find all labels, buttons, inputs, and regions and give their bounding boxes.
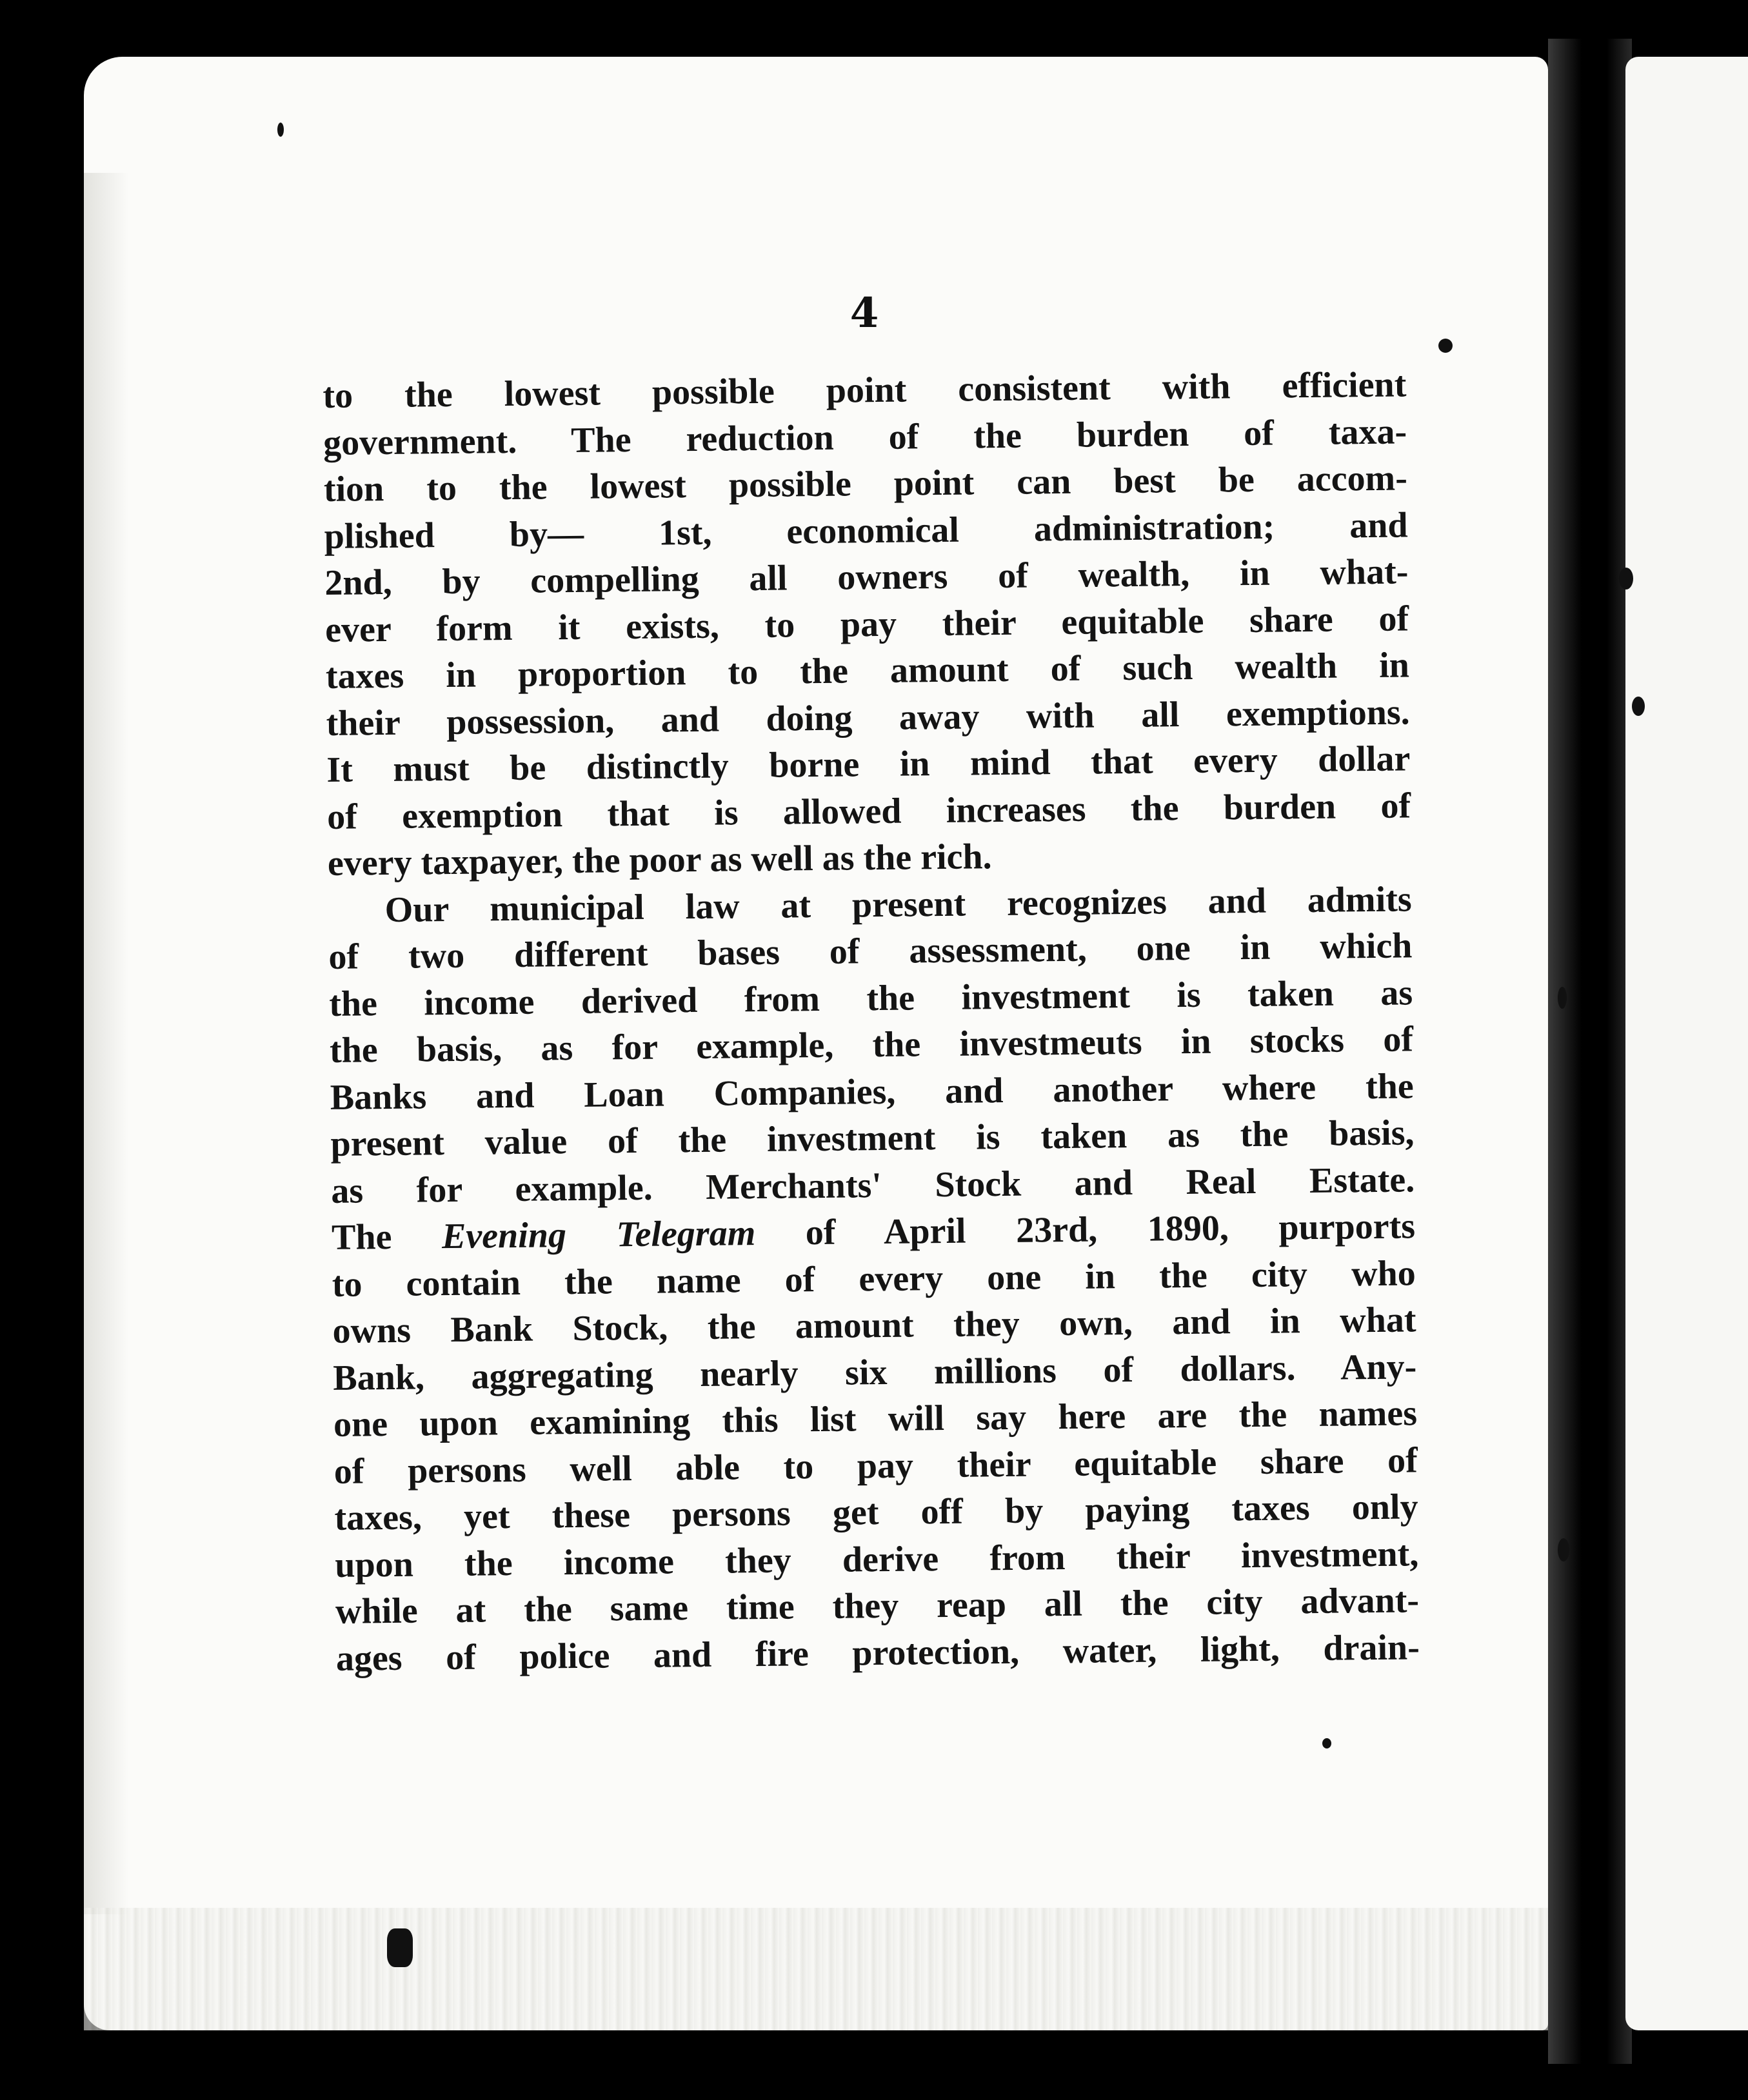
text-line: one upon examining this list will say here are the names xyxy=(333,1393,1418,1445)
ink-speck xyxy=(1322,1738,1331,1748)
text-line: 2nd, by compelling all owners of wealth, in what- xyxy=(324,551,1409,603)
text-line: to contain the name of every one in the city who xyxy=(332,1253,1416,1305)
text-line: ever form it exists, to pay their equitable share of xyxy=(324,598,1409,650)
text-line: while at the same time they reap all the city advant- xyxy=(335,1580,1420,1632)
text-line: taxes, yet these persons get off by paying taxes only xyxy=(334,1487,1418,1538)
text-fragment: The xyxy=(331,1216,392,1258)
text-line: Our municipal law at present recognizes and admits xyxy=(384,878,1412,930)
ink-speck xyxy=(1558,1538,1569,1561)
page-bottom-wear xyxy=(84,1908,1548,2030)
binding-fold-line xyxy=(1593,148,1601,1954)
text-line: government. The reduction of the burden of taxa- xyxy=(323,411,1407,463)
ink-speck xyxy=(1619,568,1633,589)
body-text xyxy=(323,361,1420,1681)
ink-speck xyxy=(277,123,284,137)
text-line: the income derived from the investment is taken as xyxy=(328,972,1413,1024)
ink-speck xyxy=(1558,987,1567,1009)
text-fragment: of April 23rd, 1890, purports xyxy=(805,1206,1416,1253)
text-line: present value of the investment is taken as the basis, xyxy=(330,1113,1415,1164)
ink-speck xyxy=(1632,697,1645,716)
text-line: owns Bank Stock, the amount they own, and in what xyxy=(332,1300,1416,1351)
page-number: 4 xyxy=(849,289,879,337)
text-line: of two different bases of assessment, one in which xyxy=(328,926,1413,977)
binding-gutter xyxy=(1548,39,1632,2064)
ink-speck xyxy=(387,1928,413,1967)
newspaper-title: Evening Telegram xyxy=(441,1213,756,1257)
text-line: of exemption that is allowed increases the burden of xyxy=(326,785,1411,837)
text-line: Bank, aggregating nearly six millions of dollars. Any- xyxy=(332,1346,1417,1398)
text-line: ages of police and fire protection, water, light, drain- xyxy=(335,1627,1420,1679)
text-line: to the lowest possible point consistent with efficient xyxy=(323,364,1407,416)
text-line: the basis, as for example, the investmeuts in stocks of xyxy=(329,1019,1414,1071)
ink-speck xyxy=(1438,339,1453,353)
text-line: Banks and Loan Companies, and another where the xyxy=(330,1065,1414,1118)
text-line: plished by— 1st, economical administration; and xyxy=(324,504,1408,557)
text-line: taxes in proportion to the amount of such wealth in xyxy=(325,645,1410,697)
text-line: their possession, and doing away with all exemptions. xyxy=(326,691,1410,744)
text-line: upon the income they derive from their investment, xyxy=(335,1533,1419,1585)
text-line: It must be distinctly borne in mind that every dollar xyxy=(326,738,1411,790)
facing-page-edge xyxy=(1625,57,1748,2030)
text-line: every taxpayer, the poor as well as the rich. xyxy=(327,837,992,884)
text-line: of persons well able to pay their equitable share of xyxy=(333,1440,1418,1492)
text-line: tion to the lowest possible point can best be accom- xyxy=(323,458,1408,510)
page-edge-shadow xyxy=(84,173,129,1914)
text-line: as for example. Merchants' Stock and Real Estate. xyxy=(330,1159,1415,1211)
